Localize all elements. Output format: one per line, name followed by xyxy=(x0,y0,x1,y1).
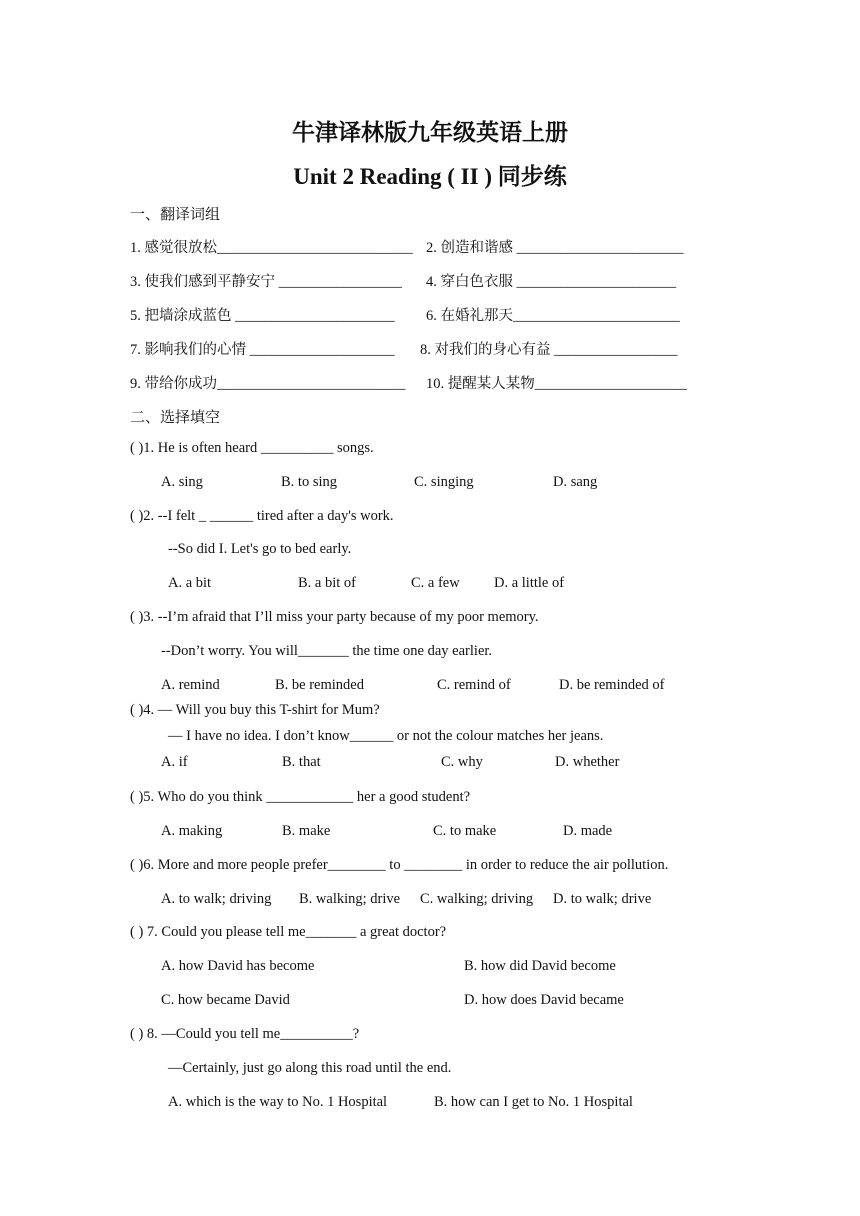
option-d: D. to walk; drive xyxy=(553,891,652,907)
phrase-item: 7. 影响我们的心情 ____________________ xyxy=(130,342,395,358)
question-stem: ( )2. --I felt _ ______ tired after a day's work. xyxy=(130,508,394,524)
option-c: C. remind of xyxy=(437,677,511,693)
question-stem: ( )5. Who do you think ____________ her a good student? xyxy=(130,789,471,805)
option-c: C. to make xyxy=(433,823,497,839)
question-stem: ( )1. He is often heard __________ songs. xyxy=(130,440,374,456)
phrase-item: 3. 使我们感到平静安宁 _________________ xyxy=(130,274,402,290)
option-a: A. making xyxy=(161,823,223,839)
phrase-item: 9. 带给你成功__________________________ xyxy=(130,376,406,392)
option-b: B. to sing xyxy=(281,474,337,490)
option-b: B. make xyxy=(282,823,331,839)
option-a: A. which is the way to No. 1 Hospital xyxy=(168,1094,388,1110)
option-c: C. a few xyxy=(411,575,460,591)
option-d: D. a little of xyxy=(494,575,565,591)
question-line: — I have no idea. I don’t know______ or not the colour matches her jeans. xyxy=(168,728,604,744)
option-b: B. be reminded xyxy=(275,677,364,693)
option-d: D. how does David became xyxy=(464,992,624,1008)
question-stem: ( )6. More and more people prefer________ to ________ in order to reduce the air pollution. xyxy=(130,857,669,873)
option-a: A. remind xyxy=(161,677,220,693)
option-a: A. sing xyxy=(161,474,203,490)
document-subtitle: Unit 2 Reading ( II ) 同步练 xyxy=(293,164,567,189)
phrase-item: 5. 把墙涂成蓝色 ______________________ xyxy=(130,308,395,324)
option-c: C. singing xyxy=(414,474,474,490)
option-a: A. to walk; driving xyxy=(161,891,272,907)
option-a: A. how David has become xyxy=(161,958,315,974)
question-stem: ( )3. --I’m afraid that I’ll miss your party because of my poor memory. xyxy=(130,609,539,625)
phrase-item: 2. 创造和谐感 _______________________ xyxy=(426,240,684,256)
option-b: B. a bit of xyxy=(298,575,356,591)
option-b: B. how did David become xyxy=(464,958,616,974)
option-c: C. how became David xyxy=(161,992,290,1008)
section1-heading: 一、翻译词组 xyxy=(130,207,221,223)
option-d: D. be reminded of xyxy=(559,677,665,693)
phrase-item: 6. 在婚礼那天_______________________ xyxy=(426,308,680,324)
option-b: B. how can I get to No. 1 Hospital xyxy=(434,1094,633,1110)
option-d: D. sang xyxy=(553,474,598,490)
phrase-item: 10. 提醒某人某物_____________________ xyxy=(426,376,687,392)
phrase-item: 8. 对我们的身心有益 _________________ xyxy=(420,342,678,358)
option-d: D. made xyxy=(563,823,613,839)
option-b: B. that xyxy=(282,754,321,770)
option-a: A. if xyxy=(161,754,188,770)
option-b: B. walking; drive xyxy=(299,891,401,907)
option-c: C. walking; driving xyxy=(420,891,534,907)
phrase-item: 4. 穿白色衣服 ______________________ xyxy=(426,274,677,290)
question-line: --So did I. Let's go to bed early. xyxy=(168,541,352,557)
section2-heading: 二、选择填空 xyxy=(130,410,221,426)
phrase-item: 1. 感觉很放松___________________________ xyxy=(130,240,413,256)
question-stem: ( ) 8. —Could you tell me__________? xyxy=(130,1026,360,1042)
option-a: A. a bit xyxy=(168,575,212,591)
question-stem: ( ) 7. Could you please tell me_______ a great doctor? xyxy=(130,924,447,940)
question-line: —Certainly, just go along this road until the end. xyxy=(168,1060,452,1076)
option-d: D. whether xyxy=(555,754,620,770)
option-c: C. why xyxy=(441,754,483,770)
question-line: --Don’t worry. You will_______ the time one day earlier. xyxy=(161,643,493,659)
document-title: 牛津译林版九年级英语上册 xyxy=(292,120,568,145)
question-stem: ( )4. — Will you buy this T-shirt for Mum? xyxy=(130,702,380,718)
